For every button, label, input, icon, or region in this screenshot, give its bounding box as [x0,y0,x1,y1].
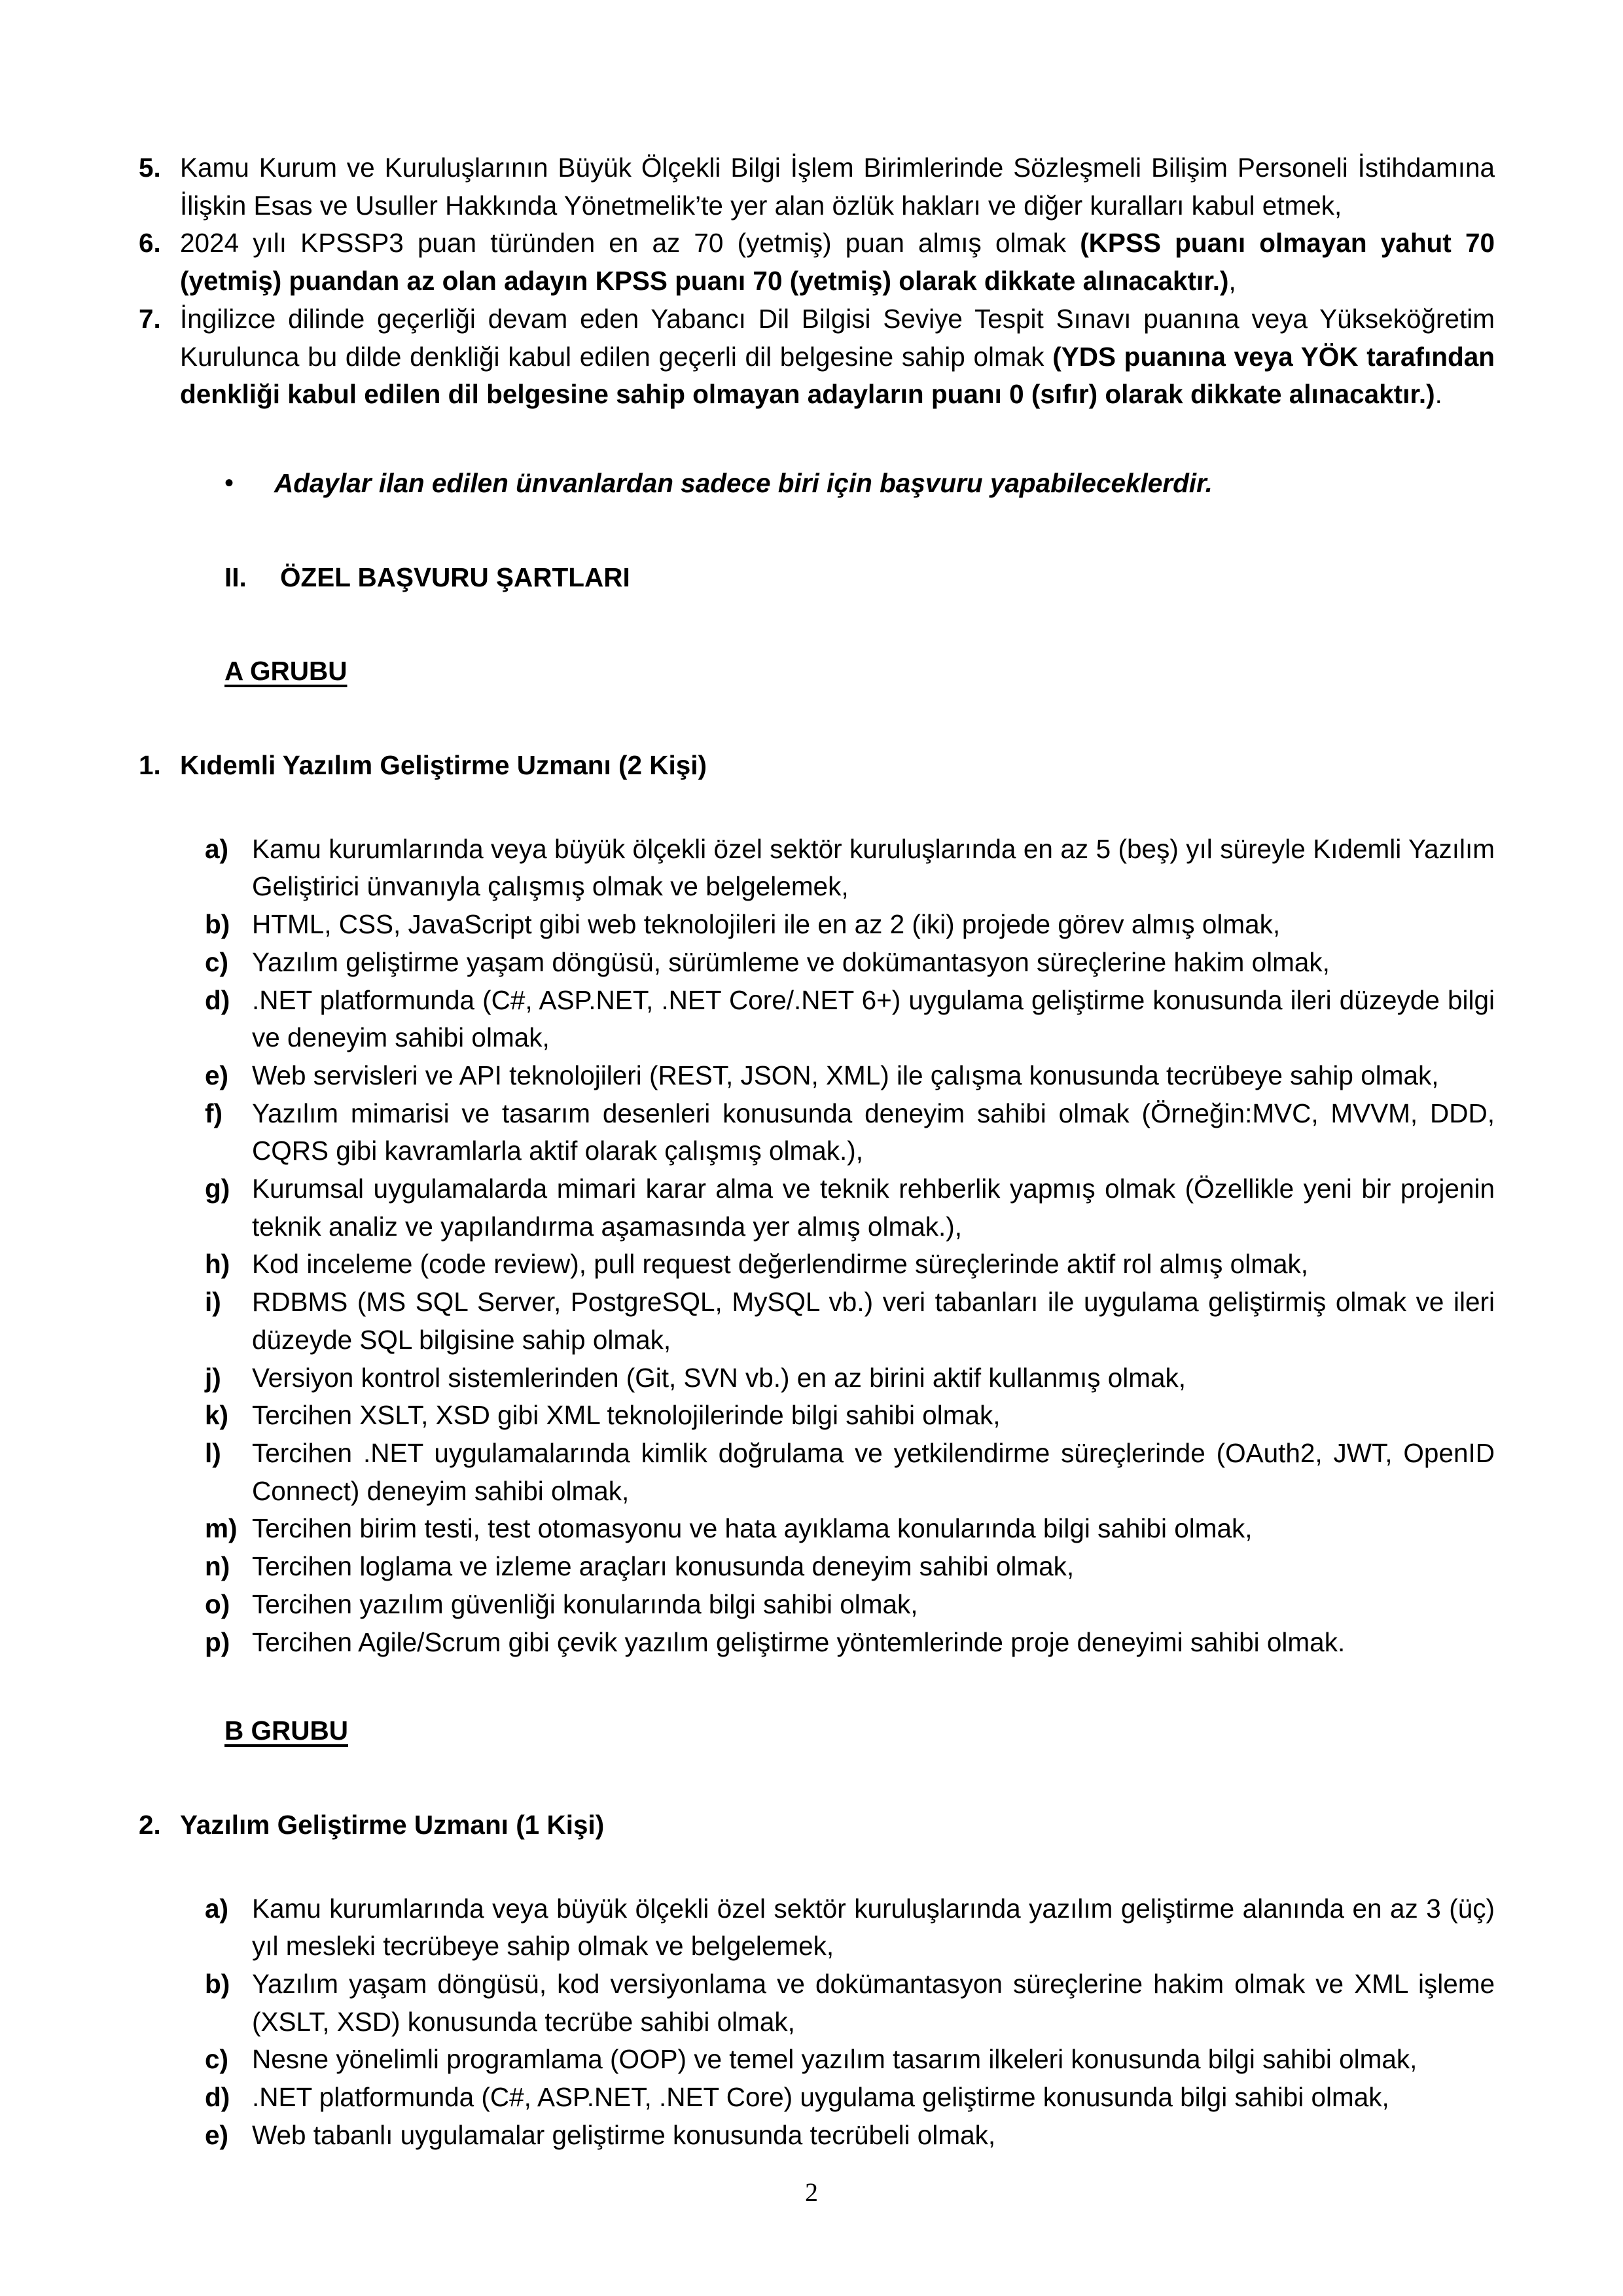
group-b-label-wrap [128,1712,1495,1750]
list-item-text: HTML, CSS, JavaScript gibi web teknolojileri ile en az 2 (iki) projede görev almış olmak, [252,909,1281,940]
position-title: Kıdemli Yazılım Geliştirme Uzmanı (2 Kişi) [180,750,707,781]
list-marker: c) [205,2044,229,2075]
list-item [205,1397,1495,1435]
list-item [205,2079,1495,2117]
list-item-text: Kamu kurumlarında veya büyük ölçekli özel sektör kuruluşlarında yazılım geliştirme alanında en az 3 (üç) yıl mesleki tecrübeye sahip olmak ve belgelemek, [252,1893,1495,1962]
list-item-text: Versiyon kontrol sistemlerinden (Git, SVN vb.) en az birini aktif kullanmış olmak, [252,1362,1186,1393]
list-item [128,149,1495,224]
list-item-text [180,149,1495,224]
plain-text: Kamu Kurum ve Kuruluşlarının Büyük Ölçekli Bilgi İşlem Birimlerinde Sözleşmeli Bilişim Personeli İstihdamına İlişkin Esas ve Usuller Hakkında Yönetmelik’te yer alan özlük hakları ve diğer kuralları kabul etmek, [180,152,1495,221]
list-marker: j) [205,1362,221,1393]
list-marker: n) [205,1551,230,1582]
list-marker: k) [205,1400,229,1431]
list-item [205,831,1495,906]
list-marker: b) [205,1969,230,2000]
list-item-text: Tercihen XSLT, XSD gibi XML teknolojilerinde bilgi sahibi olmak, [252,1400,1001,1431]
position-heading-b [128,1806,1495,1844]
notice-text: Adaylar ilan edilen ünvanlardan sadece biri için başvuru yapabileceklerdir. [274,467,1213,498]
list-item-text: Yazılım geliştirme yaşam döngüsü, sürümleme ve dokümantasyon süreçlerine hakim olmak, [252,946,1330,977]
position-heading-a [128,747,1495,785]
list-item [205,1095,1495,1170]
list-item [205,1890,1495,1965]
list-item [205,1548,1495,1586]
list-marker: a) [205,833,229,864]
list-item-text [180,224,1495,300]
group-label-b: B GRUBU [224,1715,348,1746]
list-marker: m) [205,1513,238,1544]
list-item-text: Tercihen yazılım güvenliği konularında bilgi sahibi olmak, [252,1588,918,1619]
list-item [205,1359,1495,1397]
list-item-text: .NET platformunda (C#, ASP.NET, .NET Core/.NET 6+) uygulama geliştirme konusunda ileri düzeyde bilgi ve deneyim sahibi olmak, [252,984,1495,1053]
list-marker: f) [205,1098,223,1128]
list-marker: e) [205,2119,229,2150]
list-marker: b) [205,909,230,940]
list-marker: i) [205,1287,221,1318]
list-marker: h) [205,1249,230,1280]
bullet-icon: • [224,468,234,497]
list-marker: d) [205,2082,230,2113]
list-item-text: Kamu kurumlarında veya büyük ölçekli özel sektör kuruluşlarında en az 5 (beş) yıl süreyle Kıdemli Yazılım Geliştirici ünvanıyla çalışmış olmak ve belgelemek, [252,833,1495,902]
list-item [205,1510,1495,1548]
list-item-text: Web tabanlı uygulamalar geliştirme konusunda tecrübeli olmak, [252,2119,996,2150]
list-item [205,1283,1495,1359]
plain-text: . [1435,379,1442,410]
list-marker: l) [205,1437,221,1468]
emphasis-text: (YDS puanına veya YÖK tarafından denkliği kabul edilen dil belgesine sahip olmayan adayların puanı 0 (sıfır) olarak dikkate alınacaktır.) [180,341,1495,410]
requirements-list-a [205,831,1495,1661]
list-item [205,982,1495,1057]
section-heading [224,559,1495,597]
page-number: 2 [805,2178,818,2207]
list-item-text: .NET platformunda (C#, ASP.NET, .NET Core) uygulama geliştirme konusunda bilgi sahibi olmak, [252,2082,1389,2113]
list-marker: a) [205,1893,229,1924]
plain-text: İngilizce dilinde geçerliği devam eden Yabancı Dil Bilgisi Seviye Tespit Sınavı puanına veya Yükseköğretim Kurulunca bu dilde denkliği kabul edilen geçerli dil belgesine sahip olmak [180,303,1495,372]
section-roman-numeral: II. [224,562,247,592]
position-marker: 2. [139,1809,161,1840]
list-item-text: Tercihen birim testi, test otomasyonu ve hata ayıklama konularında bilgi sahibi olmak, [252,1513,1253,1544]
list-marker: 7. [139,303,161,334]
list-item [205,906,1495,944]
list-item [205,1965,1495,2041]
list-item-text: Kurumsal uygulamalarda mimari karar alma ve teknik rehberlik yapmış olmak (Özellikle yeni bir projenin teknik analiz ve yapılandırma aşamasında yer almış olmak.), [252,1174,1495,1242]
requirements-list-b [205,1890,1495,2155]
list-item-text: RDBMS (MS SQL Server, PostgreSQL, MySQL vb.) veri tabanları ile uygulama geliştirmiş olmak ve ileri düzeyde SQL bilgisine sahip olmak, [252,1287,1495,1355]
position-title: Yazılım Geliştirme Uzmanı (1 Kişi) [180,1809,605,1840]
list-item-text: Nesne yönelimli programlama (OOP) ve temel yazılım tasarım ilkeleri konusunda bilgi sahibi olmak, [252,2044,1418,2075]
list-item [205,1246,1495,1283]
list-marker: p) [205,1626,230,1657]
list-marker: c) [205,946,229,977]
list-item-text: Web servisleri ve API teknolojileri (REST, JSON, XML) ile çalışma konusunda tecrübeye sahip olmak, [252,1060,1439,1090]
emphasis-text: (KPSS puanı olmayan yahut 70 (yetmiş) puandan az olan adayın KPSS puanı 70 (yetmiş) olarak dikkate alınacaktır.) [180,228,1495,296]
plain-text: , [1228,266,1236,296]
list-marker: 5. [139,152,161,183]
list-item [205,2117,1495,2155]
list-item [128,224,1495,300]
plain-text: 2024 yılı KPSSP3 puan türünden en az 70 (yetmiş) puan almış olmak [180,228,1080,259]
list-item [128,300,1495,414]
list-marker: 6. [139,228,161,259]
group-a-label-wrap [128,653,1495,691]
list-marker: e) [205,1060,229,1090]
list-item-text [180,300,1495,414]
position-marker: 1. [139,750,161,781]
notice-bullet [224,465,1495,503]
list-marker: d) [205,984,230,1015]
list-marker: o) [205,1588,230,1619]
list-marker: g) [205,1174,230,1204]
group-label-a: A GRUBU [224,656,348,687]
list-item [205,1435,1495,1510]
list-item [205,1586,1495,1624]
section-title: ÖZEL BAŞVURU ŞARTLARI [280,562,630,592]
general-conditions-list [128,149,1495,414]
list-item [205,1057,1495,1095]
list-item-text: Tercihen .NET uygulamalarında kimlik doğrulama ve yetkilendirme süreçlerinde (OAuth2, JWT, OpenID Connect) deneyim sahibi olmak, [252,1437,1495,1506]
list-item [205,2041,1495,2079]
list-item-text: Kod inceleme (code review), pull request değerlendirme süreçlerinde aktif rol almış olmak, [252,1249,1308,1280]
list-item-text: Tercihen Agile/Scrum gibi çevik yazılım geliştirme yöntemlerinde proje deneyimi sahibi olmak. [252,1626,1346,1657]
list-item-text: Tercihen loglama ve izleme araçları konusunda deneyim sahibi olmak, [252,1551,1075,1582]
list-item [205,944,1495,982]
list-item-text: Yazılım mimarisi ve tasarım desenleri konusunda deneyim sahibi olmak (Örneğin:MVC, MVVM, DDD, CQRS gibi kavramlarla aktif olarak çalışmış olmak.), [252,1098,1495,1166]
list-item [205,1170,1495,1246]
list-item-text: Yazılım yaşam döngüsü, kod versiyonlama ve dokümantasyon süreçlerine hakim olmak ve XML işleme (XSLT, XSD) konusunda tecrübe sahibi olmak, [252,1969,1495,2037]
list-item [205,1624,1495,1662]
